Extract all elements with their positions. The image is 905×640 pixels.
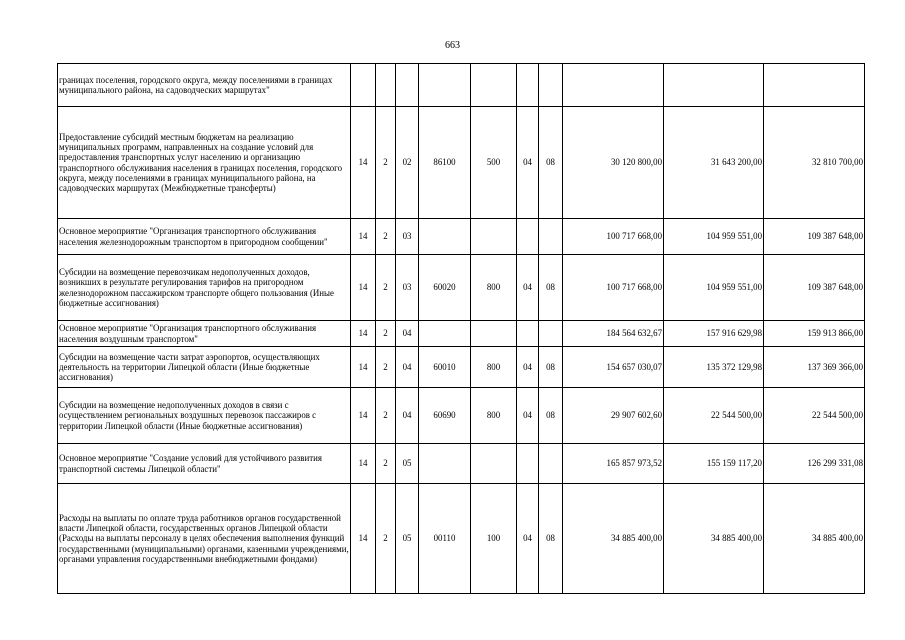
code-program: 14 — [351, 321, 376, 347]
code-subprogram: 2 — [376, 255, 396, 321]
row-name: Расходы на выплаты по оплате труда работников органов государственной власти Липецкой области, государственных органов Липецкой области (Расходы на выплаты персоналу в целях обеспечения выполнения функций государственными (муниципальными) органами, казенными учреждениями, органами управления государственными внебюджетными фондами) — [58, 484, 351, 594]
code-direction: 60010 — [419, 347, 471, 388]
code-direction — [419, 321, 471, 347]
code-event: 03 — [396, 255, 419, 321]
code-direction — [419, 444, 471, 484]
code-program — [351, 64, 376, 107]
row-name: Предоставление субсидий местным бюджетам на реализацию муниципальных программ, направленных на создание условий для предоставления транспортных услуг населению и организацию транспортного обслуживания населения в границах поселения, городского округа, между поселениями в границах муниципального района, на садоводческих маршрутах (Межбюджетные трансферты) — [58, 107, 351, 219]
amount-year-2: 22 544 500,00 — [664, 388, 764, 444]
code-event: 05 — [396, 444, 419, 484]
code-subprogram: 2 — [376, 444, 396, 484]
code-event: 04 — [396, 321, 419, 347]
amount-year-2: 34 885 400,00 — [664, 484, 764, 594]
amount-year-2: 31 643 200,00 — [664, 107, 764, 219]
code-program: 14 — [351, 107, 376, 219]
code-direction — [419, 64, 471, 107]
code-direction — [419, 219, 471, 255]
code-expense-type — [471, 444, 517, 484]
amount-year-3: 109 387 648,00 — [764, 219, 865, 255]
row-name: Основное мероприятие "Создание условий для устойчивого развития транспортной системы Липецкой области" — [58, 444, 351, 484]
code-direction: 60020 — [419, 255, 471, 321]
code-subprogram: 2 — [376, 347, 396, 388]
amount-year-1: 30 120 800,00 — [563, 107, 664, 219]
code-section — [517, 219, 539, 255]
code-expense-type — [471, 219, 517, 255]
row-name: Основное мероприятие "Организация транспортного обслуживания населения железнодорожным транспортом в пригородном сообщении" — [58, 219, 351, 255]
code-program: 14 — [351, 444, 376, 484]
code-expense-type: 100 — [471, 484, 517, 594]
table-row — [58, 321, 865, 347]
amount-year-3: 34 885 400,00 — [764, 484, 865, 594]
code-section: 04 — [517, 388, 539, 444]
amount-year-1: 165 857 973,52 — [563, 444, 664, 484]
code-subsection — [539, 64, 563, 107]
code-expense-type: 800 — [471, 347, 517, 388]
amount-year-1: 184 564 632,67 — [563, 321, 664, 347]
row-name: Субсидии на возмещение перевозчикам недополученных доходов, возникших в результате регулирования тарифов на пригородном железнодорожном пассажирском транспорте общего пользования (Иные бюджетные ассигнования) — [58, 255, 351, 321]
code-section: 04 — [517, 255, 539, 321]
table-row — [58, 347, 865, 388]
amount-year-2: 155 159 117,20 — [664, 444, 764, 484]
code-subsection: 08 — [539, 107, 563, 219]
code-expense-type: 500 — [471, 107, 517, 219]
table-row — [58, 219, 865, 255]
table-row — [58, 484, 865, 594]
amount-year-2: 104 959 551,00 — [664, 255, 764, 321]
amount-year-1: 34 885 400,00 — [563, 484, 664, 594]
code-program: 14 — [351, 347, 376, 388]
budget-table — [57, 63, 865, 594]
code-subprogram — [376, 64, 396, 107]
code-subsection: 08 — [539, 484, 563, 594]
code-subsection — [539, 321, 563, 347]
amount-year-1: 100 717 668,00 — [563, 255, 664, 321]
code-event: 05 — [396, 484, 419, 594]
table-row — [58, 64, 865, 107]
code-subprogram: 2 — [376, 107, 396, 219]
code-direction: 00110 — [419, 484, 471, 594]
code-event: 04 — [396, 347, 419, 388]
code-subsection — [539, 219, 563, 255]
amount-year-3: 137 369 366,00 — [764, 347, 865, 388]
code-subprogram: 2 — [376, 219, 396, 255]
code-subsection: 08 — [539, 347, 563, 388]
code-expense-type: 800 — [471, 388, 517, 444]
row-name: границах поселения, городского округа, между поселениями в границах муниципального района, на садоводческих маршрутах" — [58, 64, 351, 107]
code-subsection: 08 — [539, 388, 563, 444]
code-subprogram: 2 — [376, 388, 396, 444]
code-subprogram: 2 — [376, 321, 396, 347]
table-row — [58, 107, 865, 219]
amount-year-2: 104 959 551,00 — [664, 219, 764, 255]
code-section: 04 — [517, 107, 539, 219]
amount-year-3 — [764, 64, 865, 107]
code-subsection: 08 — [539, 255, 563, 321]
code-section — [517, 444, 539, 484]
code-program: 14 — [351, 388, 376, 444]
amount-year-1: 154 657 030,07 — [563, 347, 664, 388]
code-event: 03 — [396, 219, 419, 255]
code-subprogram: 2 — [376, 484, 396, 594]
amount-year-3: 109 387 648,00 — [764, 255, 865, 321]
code-event — [396, 64, 419, 107]
code-event: 04 — [396, 388, 419, 444]
amount-year-3: 32 810 700,00 — [764, 107, 865, 219]
amount-year-2: 157 916 629,98 — [664, 321, 764, 347]
table-row — [58, 388, 865, 444]
amount-year-1: 29 907 602,60 — [563, 388, 664, 444]
code-section: 04 — [517, 347, 539, 388]
row-name: Субсидии на возмещение части затрат аэропортов, осуществляющих деятельность на территории Липецкой области (Иные бюджетные ассигнования) — [58, 347, 351, 388]
row-name: Основное мероприятие "Организация транспортного обслуживания населения воздушным транспортом" — [58, 321, 351, 347]
code-direction: 86100 — [419, 107, 471, 219]
code-expense-type — [471, 321, 517, 347]
page-number: 663 — [445, 40, 460, 51]
code-section: 04 — [517, 484, 539, 594]
code-section — [517, 321, 539, 347]
amount-year-1: 100 717 668,00 — [563, 219, 664, 255]
code-direction: 60690 — [419, 388, 471, 444]
amount-year-2: 135 372 129,98 — [664, 347, 764, 388]
amount-year-3: 22 544 500,00 — [764, 388, 865, 444]
code-program: 14 — [351, 255, 376, 321]
table-row — [58, 255, 865, 321]
code-section — [517, 64, 539, 107]
amount-year-3: 159 913 866,00 — [764, 321, 865, 347]
amount-year-2 — [664, 64, 764, 107]
amount-year-1 — [563, 64, 664, 107]
row-name: Субсидии на возмещение недополученных доходов в связи с осуществлением региональных воздушных перевозок пассажиров с территории Липецкой области (Иные бюджетные ассигнования) — [58, 388, 351, 444]
code-program: 14 — [351, 219, 376, 255]
amount-year-3: 126 299 331,08 — [764, 444, 865, 484]
budget-table-body — [58, 64, 865, 594]
table-row — [58, 444, 865, 484]
code-program: 14 — [351, 484, 376, 594]
code-subsection — [539, 444, 563, 484]
code-expense-type: 800 — [471, 255, 517, 321]
code-event: 02 — [396, 107, 419, 219]
code-expense-type — [471, 64, 517, 107]
